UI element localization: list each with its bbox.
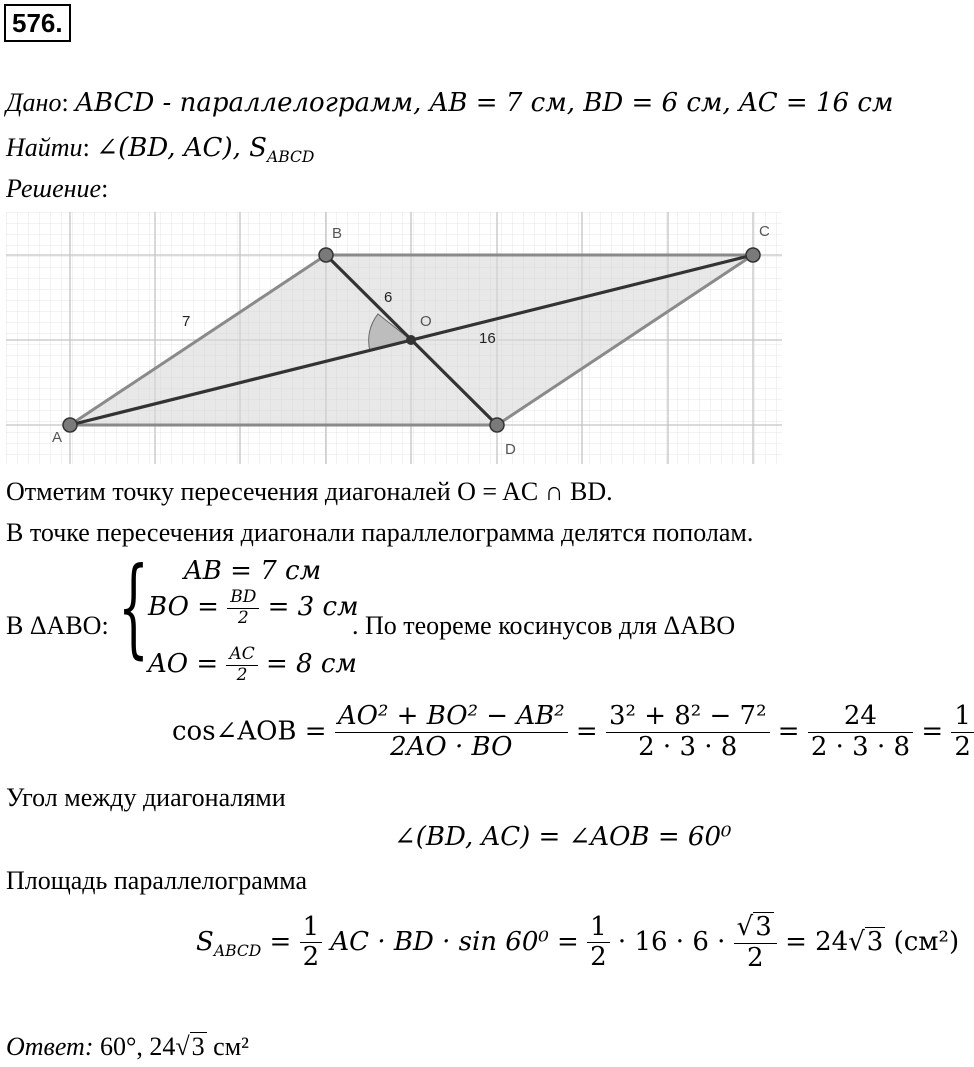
problem-number: 576. (4, 4, 71, 42)
area-equation: $S_{ABCD}$ = $\frac{1}{2}$ AC · BD · sin 60⁰ = $\frac{1}{2}$ · 16 · 6 · $\frac{√3}{2}$ = 24√3 (см²) (196, 911, 960, 973)
system-prefix: В ΔABO: (6, 611, 109, 640)
system-suffix: . По теореме косинусов для ΔABO (352, 611, 736, 640)
system-eq-bo: BO = $\frac{BD}{2}$ = 3 см (148, 587, 359, 628)
point-c (746, 248, 760, 262)
answer-label: Ответ: (6, 1032, 94, 1061)
label-ab-length: 7 (182, 313, 191, 330)
solution-line: Решение: (6, 174, 109, 203)
given-text: ABCD - параллелограмм, AB = 7 см, BD = 6 см, AC = 16 см (75, 88, 894, 118)
solution-label: Решение (6, 174, 102, 203)
answer-units: см² (213, 1032, 249, 1061)
point-b (319, 248, 333, 262)
label-d: D (505, 441, 516, 458)
given-label: Дано (6, 88, 62, 117)
find-label: Найти (6, 133, 83, 162)
angle-equation: ∠(BD, AC) = ∠AOB = 60⁰ (394, 822, 732, 852)
label-oc-length: 16 (479, 330, 496, 347)
find-line: Найти: ∠(BD, AC), $S_{ABCD}$ (6, 133, 315, 167)
find-text: ∠(BD, AC), S (96, 133, 267, 163)
system-eq-ab: AB = 7 см (184, 556, 322, 586)
area-label: Площадь параллелограмма (6, 866, 308, 895)
label-c: C (759, 223, 770, 240)
cos-equation: cos∠AOB = $\frac{\text{AO² + BO² − AB²}}{2AO \cdot BO}$ = $\frac{\text{3² + 8² − 7²}}{2 \cdot 3 \cdot 8}$ = $\frac{24}{2 \cdot 3 \cdot 8}$ = $\frac{1}{2}$ (172, 702, 974, 763)
given-line: Дано: ABCD - параллелограмм, AB = 7 см, BD = 6 см, AC = 16 см (6, 88, 894, 118)
point-a (63, 418, 77, 432)
answer-line: Ответ: 60°, 24√3 см² (6, 1032, 249, 1061)
point-d (490, 418, 504, 432)
system-brace: { (118, 545, 149, 670)
step-bisect: В точке пересечения диагонали параллелограмма делятся пополам. (6, 518, 754, 547)
answer-text: 60°, 24 (99, 1032, 176, 1061)
label-o: O (420, 313, 432, 330)
system-eq-ao: AO = $\frac{AC}{2}$ = 8 см (148, 644, 357, 685)
label-bo-length: 6 (384, 289, 393, 306)
angle-label: Угол между диагоналями (6, 783, 286, 812)
answer-root: 3 (191, 1032, 205, 1061)
label-a: A (52, 429, 63, 446)
parallelogram-figure (6, 212, 782, 464)
label-b: B (332, 225, 343, 242)
point-o (406, 335, 416, 345)
find-sub: ABCD (266, 148, 315, 167)
step-intersection: Отметим точку пересечения диагоналей O = AC ∩ BD. (6, 477, 613, 506)
